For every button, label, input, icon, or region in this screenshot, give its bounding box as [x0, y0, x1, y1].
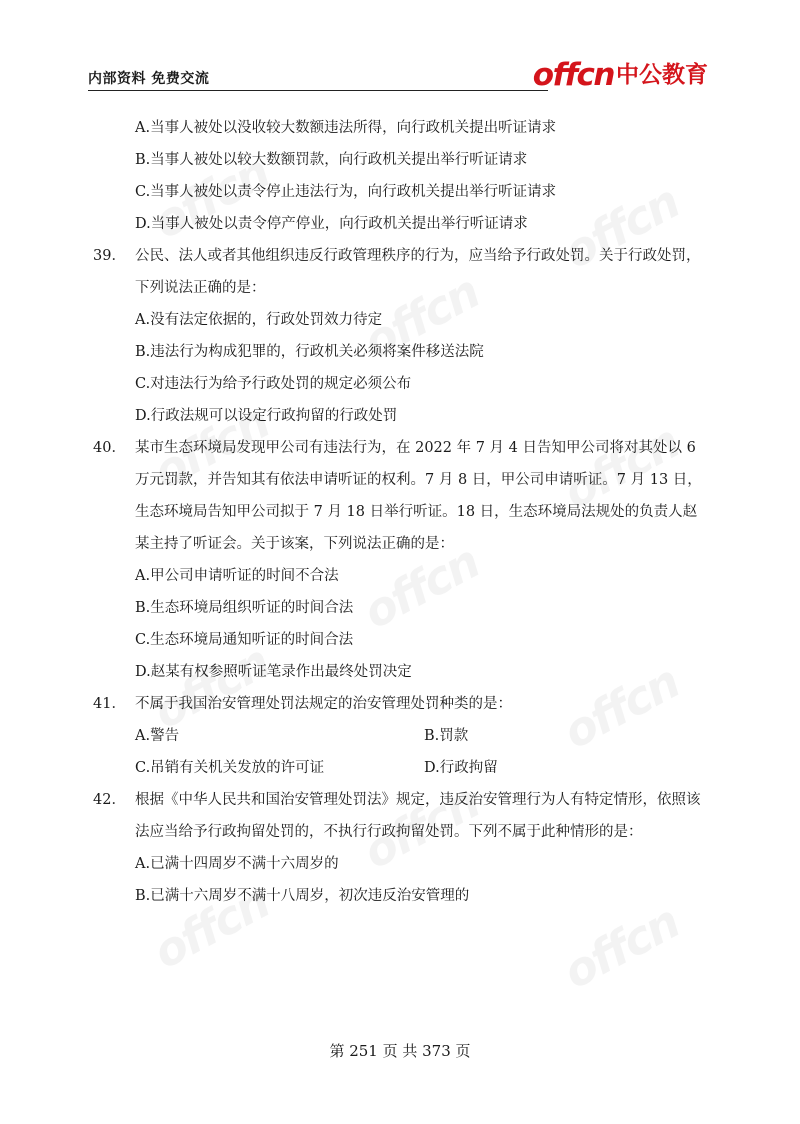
- answer-option: B.违法行为构成犯罪的，行政机关必须将案件移送法院: [135, 344, 484, 360]
- question-text: 根据《中华人民共和国治安管理处罚法》规定，违反治安管理行为人有特定情形，依照该法应当给予行政拘留处罚的，不执行行政拘留处罚。下列不属于此种情形的是：: [135, 792, 701, 840]
- answer-option: B.已满十六周岁不满十八周岁，初次违反治安管理的: [135, 888, 470, 904]
- answer-option: B.生态环境局组织听证的时间合法: [135, 600, 354, 616]
- question: [93, 432, 713, 560]
- answer-option: C.吊销有关机关发放的许可证: [135, 760, 325, 776]
- question: [93, 240, 713, 304]
- logo-chinese: 中公教育: [616, 61, 708, 88]
- answer-option: D.赵某有权参照听证笔录作出最终处罚决定: [135, 664, 412, 680]
- question-text: 不属于我国治安管理处罚法规定的治安管理处罚种类的是：: [135, 696, 512, 712]
- answer-option: B.当事人被处以较大数额罚款，向行政机关提出举行听证请求: [135, 152, 528, 168]
- question: [93, 784, 713, 848]
- answer-option: A.当事人被处以没收较大数额违法所得，向行政机关提出听证请求: [135, 120, 557, 136]
- question-text: 某市生态环境局发现甲公司有违法行为，在 2022 年 7 月 4 日告知甲公司将对其处以 6 万元罚款，并告知其有依法申请听证的权利。7 月 8 日，甲公司申请听证。7 月 13 日，生态环境局告知甲公司拟于 7 月 18 日举行听证。18 日，生态环境局法规处的负责人赵某主持了听证会。关于该案，下列说法正确的是：: [135, 440, 702, 552]
- question-number: 41．: [93, 696, 126, 712]
- page-header: [88, 58, 708, 94]
- answer-option: A.没有法定依据的，行政处罚效力待定: [135, 312, 383, 328]
- answer-option: A.已满十四周岁不满十六周岁的: [135, 856, 339, 872]
- offcn-logo: [533, 58, 708, 92]
- answer-option: D.当事人被处以责令停产停业，向行政机关提出举行听证请求: [135, 216, 528, 232]
- page-number: 第 251 页 共 373 页: [329, 1042, 471, 1060]
- document-body: [93, 112, 713, 912]
- answer-option: A.警告: [135, 728, 180, 744]
- answer-option: B.罚款: [424, 728, 469, 744]
- logo-wordmark: offcn: [532, 56, 614, 93]
- question-text: 公民、法人或者其他组织违反行政管理秩序的行为，应当给予行政处罚。关于行政处罚，下列说法正确的是：: [135, 248, 701, 296]
- answer-option: C.当事人被处以责令停止违法行为，向行政机关提出举行听证请求: [135, 184, 557, 200]
- answer-option: D.行政法规可以设定行政拘留的行政处罚: [135, 408, 398, 424]
- answer-option: D.行政拘留: [424, 760, 498, 776]
- answer-option-row: [93, 752, 713, 784]
- answer-option-row: [93, 720, 713, 752]
- question: [93, 688, 713, 720]
- header-divider: [88, 90, 548, 91]
- question-number: 42．: [93, 792, 126, 808]
- answer-option: C.生态环境局通知听证的时间合法: [135, 632, 354, 648]
- question-number: 39．: [93, 248, 126, 264]
- question-number: 40．: [93, 440, 126, 456]
- header-label: 内部资料 免费交流: [88, 71, 210, 87]
- answer-option: C.对违法行为给予行政处罚的规定必须公布: [135, 376, 412, 392]
- answer-option: A.甲公司申请听证的时间不合法: [135, 568, 339, 584]
